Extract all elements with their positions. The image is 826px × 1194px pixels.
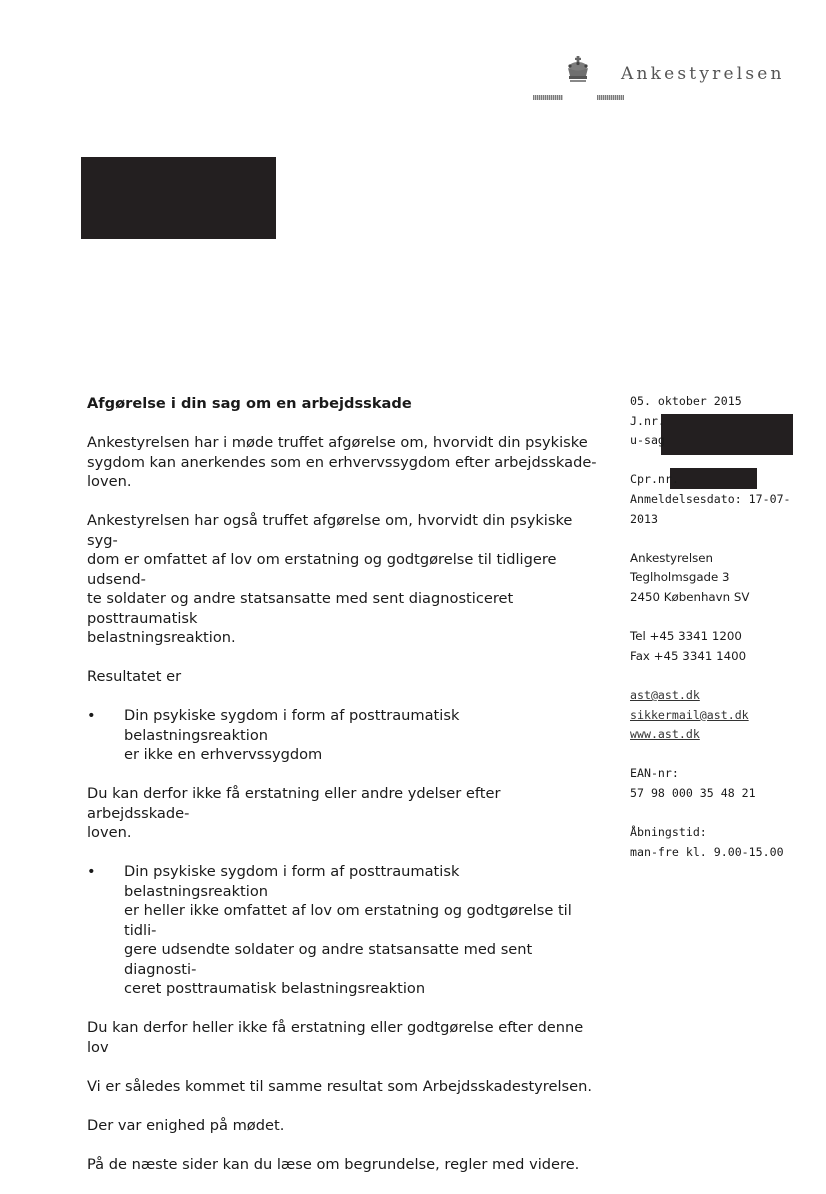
result-bullet-1: • Din psykiske sygdom i form af posttraumatisk belastningsreaktion er ikke en erhvervssygdom [87, 707, 460, 763]
address-org: Ankestyrelsen [630, 550, 713, 565]
logo-stripe-left [533, 95, 563, 100]
report-date-line-1: Anmeldelsesdato: 17-07- [630, 491, 791, 506]
ankestyrelsen-logo [530, 56, 810, 106]
result-bullet-2: • Din psykiske sygdom i form af posttraumatisk belastningsreaktion er heller ikke omfattet af lov om erstatning og godtgørelse til tidli- gere udsendte soldater og andre statsansatte med sent diagnosti- ceret posttraumatisk belastningsreaktion [87, 863, 572, 997]
secure-email-link[interactable]: sikkermail@ast.dk [630, 707, 749, 722]
redacted-address-block [81, 157, 276, 239]
fax-number: Fax +45 3341 1400 [630, 648, 747, 663]
bullet-marker: • [87, 707, 96, 724]
paragraph-consequence-2: Du kan derfor heller ikke få erstatning eller godtgørelse efter denne lov [87, 1019, 584, 1056]
result-intro: Resultatet er [87, 668, 182, 685]
logo-stripe-right [597, 95, 624, 100]
paragraph-same-result: Vi er således kommet til samme resultat som Arbejdsskadestyrelsen. [87, 1077, 592, 1095]
u-sag-label: u-sag [630, 433, 665, 448]
opening-hours-label: Åbningstid: [630, 825, 707, 840]
paragraph-consequence-1: Du kan derfor ikke få erstatning eller andre ydelser efter arbejdsskade- loven. [87, 785, 501, 841]
journal-number-label: J.nr. [630, 413, 665, 428]
address-city: 2450 København SV [630, 589, 750, 604]
letter-body [87, 394, 607, 1194]
paragraph-next-pages: På de næste sider kan du læse om begrundelse, regler med videre. [87, 1155, 580, 1173]
report-date-line-2: 2013 [630, 511, 658, 526]
sidebar-info [630, 392, 810, 862]
crown-icon [564, 56, 592, 84]
logo-wordmark: Ankestyrelsen [621, 64, 785, 84]
cpr-label: Cpr.nr. [630, 472, 679, 487]
website-link[interactable]: www.ast.dk [630, 727, 700, 742]
bullet-marker: • [87, 863, 96, 880]
address-street: Teglholmsgade 3 [630, 570, 730, 585]
paragraph-decision-soldiers: Ankestyrelsen har også truffet afgørelse om, hvorvidt din psykiske syg- dom er omfattet af lov om erstatning og godtgørelse til tidligere udsend- te soldater og andre statsansatte med sent diagnosticeret posttraumatisk belastningsreaktion. [87, 512, 573, 646]
paragraph-agreement: Der var enighed på mødet. [87, 1116, 285, 1134]
letter-title: Afgørelse i din sag om en arbejdsskade [87, 395, 412, 412]
phone-number: Tel +45 3341 1200 [630, 629, 742, 644]
opening-hours: man-fre kl. 9.00-15.00 [630, 844, 784, 859]
ean-number: 57 98 000 35 48 21 [630, 785, 756, 800]
letter-date: 05. oktober 2015 [630, 394, 742, 408]
paragraph-decision-intro: Ankestyrelsen har i møde truffet afgørelse om, hvorvidt din psykiske sygdom kan anerkendes som en erhvervssygdom efter arbejdsskade- loven. [87, 434, 597, 490]
email-link[interactable]: ast@ast.dk [630, 687, 700, 702]
ean-label: EAN-nr: [630, 766, 679, 781]
